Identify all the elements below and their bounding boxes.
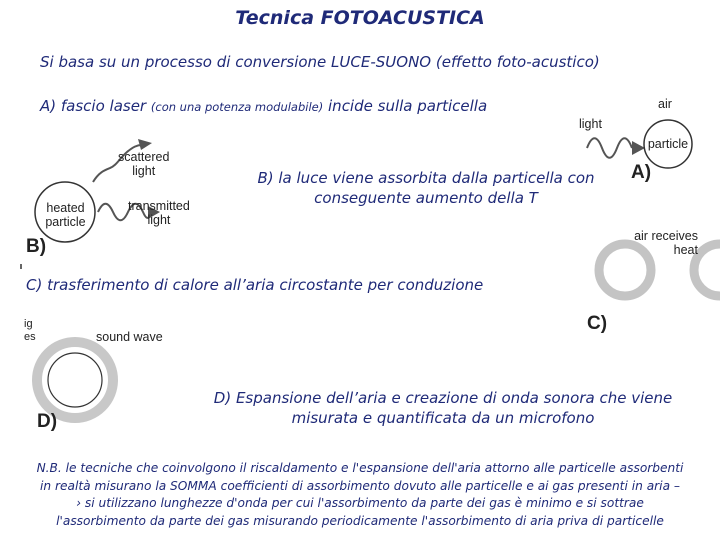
light-arrow-a [632,141,645,155]
scattered-arrow [138,139,152,150]
note-line1: N.B. le tecniche che coinvolgono il riscaldamento e l'espansione dell'aria attorno alle particelle assorbenti [36,461,684,475]
heated-label-line2: particle [45,215,86,229]
step-b-line1: B) la luce viene assorbita dalla particella con [257,169,595,187]
air-receives-heat-label [628,229,698,257]
scattered-label-line1: scattered [118,150,170,164]
sound-wave-label: sound wave [96,330,163,344]
transmitted-label-line2: light [147,213,171,227]
step-b-text [236,168,616,208]
step-a-suffix: incide sulla particella [328,97,488,115]
sound-ring-d-inner [48,353,102,407]
transmitted-label-line1: transmitted [128,199,190,213]
note-line2: in realtà misurano la SOMMA coefficienti di assorbimento dovuto alle particelle e ai gas presenti in aria – [39,478,681,493]
nb-note [14,460,706,530]
step-b-line2: conseguente aumento della T [314,189,538,207]
transmitted-light-label [128,199,190,227]
step-a-prefix: A) fascio laser [40,97,147,115]
page-title: Tecnica FOTOACUSTICA [235,7,485,29]
edge-mark-b [20,264,22,269]
scattered-light-label [118,150,169,178]
cut-text-2: es [24,331,36,343]
scattered-label-line2: light [132,164,156,178]
air-receives-line2: heat [673,243,698,257]
step-d-line2: misurata e quantificata da un microfono [291,409,595,427]
panel-b-label: B) [26,236,47,257]
step-d-text [188,388,698,428]
note-line3: › si utilizzano lunghezze d'onda per cui l'assorbimento da parte dei gas è minimo e si sottrae [76,496,644,510]
cut-text-1: ig [24,318,33,330]
panel-d-label: D) [37,411,58,432]
panel-c-label: C) [587,313,608,334]
light-wave-a [587,138,632,158]
light-label: light [579,117,602,131]
particle-label: particle [647,137,689,151]
air-label: air [658,97,672,111]
step-a-text [40,97,487,115]
step-d-line1: D) Espansione dell’aria e creazione di onda sonora che viene [213,389,673,407]
heated-particle-label [38,201,93,229]
panel-a-label: A) [631,162,652,183]
heated-label-line1: heated [46,201,85,215]
intro-text: Si basa su un processo di conversione LUCE-SUONO (effetto foto-acustico) [40,53,600,71]
note-line4: l'assorbimento da parte dei gas misurando periodicamente l'assorbimento di aria priva di particelle [56,513,664,528]
air-receives-line1: air receives [634,229,698,243]
step-a-note: (con una potenza modulabile) [150,100,324,114]
step-c-text: C) trasferimento di calore all’aria circostante per conduzione [26,276,484,294]
